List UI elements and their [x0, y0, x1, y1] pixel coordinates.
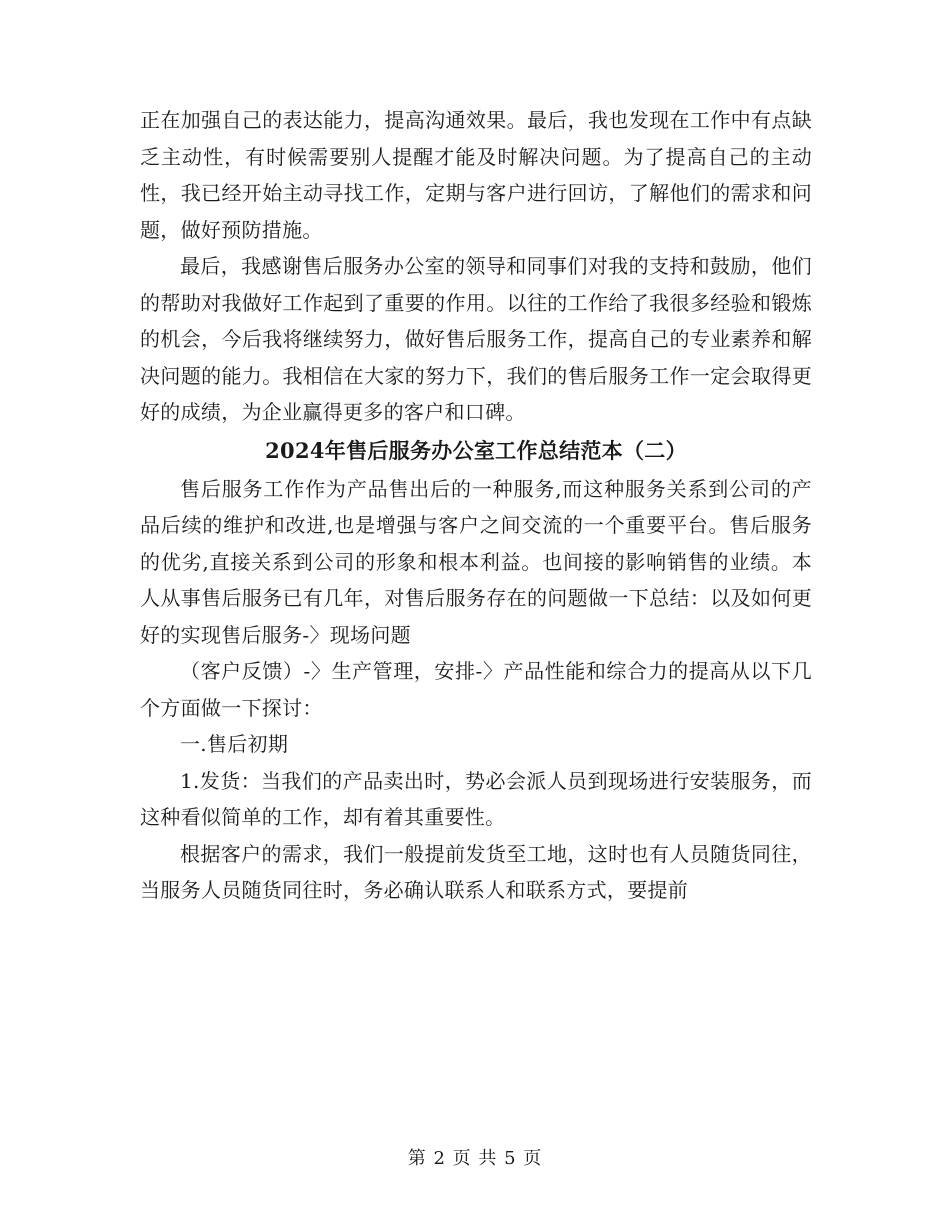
- section-title: 2024年售后服务办公室工作总结范本（二）: [265, 437, 687, 463]
- page-footer: 第 2 页 共 5 页: [407, 1148, 543, 1169]
- page-content: [140, 102, 812, 909]
- body-paragraph-6: 根据客户的需求，我们一般提前发货至工地，这时也有人员随货同往，当服务人员随货同往时，务必确认联系人和联系方式，要提前: [140, 841, 812, 902]
- body-paragraph-1: 正在加强自己的表达能力，提高沟通效果。最后，我也发现在工作中有点缺乏主动性，有时候需要别人提醒才能及时解决问题。为了提高自己的主动性，我已经开始主动寻找工作，定期与客户进行回访，了解他们的需求和问题，做好预防措施。: [140, 108, 812, 242]
- body-paragraph-4: （客户反馈）-〉生产管理，安排-〉产品性能和综合力的提高从以下几个方面做一下探讨：: [140, 659, 812, 720]
- body-paragraph-3: 售后服务工作作为产品售出后的一种服务,而这种服务关系到公司的产品后续的维护和改进,也是增强与客户之间交流的一个重要平台。售后服务的优劣,直接关系到公司的形象和根本利益。也间接的影响销售的业绩。本人从事售后服务已有几年，对售后服务存在的问题做一下总结：以及如何更好的实现售后服务-〉现场问题: [140, 476, 812, 647]
- body-paragraph-2: 最后，我感谢售后服务办公室的领导和同事们对我的支持和鼓励，他们的帮助对我做好工作起到了重要的作用。以往的工作给了我很多经验和锻炼的机会，今后我将继续努力，做好售后服务工作，提高自己的专业素养和解决问题的能力。我相信在大家的努力下，我们的售后服务工作一定会取得更好的成绩，为企业赢得更多的客户和口碑。: [140, 254, 812, 424]
- body-paragraph-5: 1.发货：当我们的产品卖出时，势必会派人员到现场进行安装服务，而这种看似简单的工作，却有着其重要性。: [140, 768, 812, 829]
- subsection-heading: 一.售后初期: [180, 732, 289, 756]
